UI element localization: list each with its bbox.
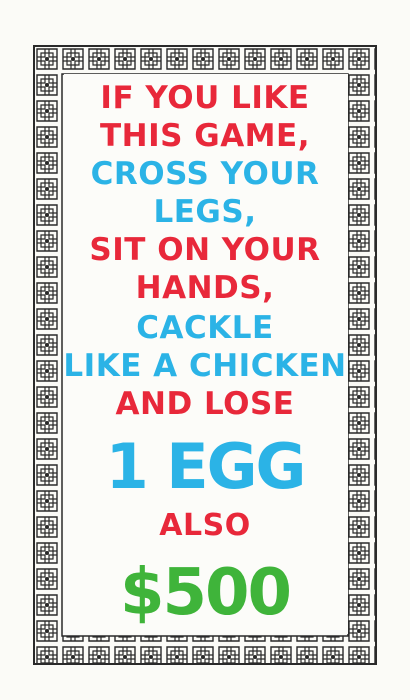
money-penalty: $500 — [119, 556, 291, 630]
card-line-6: HANDS, — [135, 270, 275, 306]
card-line-7: CACKLE — [136, 310, 274, 346]
egg-penalty: 1 EGG — [105, 430, 305, 503]
card-line-9: AND LOSE — [115, 386, 295, 422]
card-line-2: THIS GAME, — [100, 118, 310, 154]
also-label: ALSO — [159, 508, 251, 543]
card-line-8: LIKE A CHICKEN — [63, 348, 347, 384]
card-line-5: SIT ON YOUR — [89, 232, 321, 268]
card-line-3: CROSS YOUR — [90, 156, 320, 192]
card-line-1: IF YOU LIKE — [100, 80, 310, 116]
card-line-4: LEGS, — [153, 194, 257, 230]
